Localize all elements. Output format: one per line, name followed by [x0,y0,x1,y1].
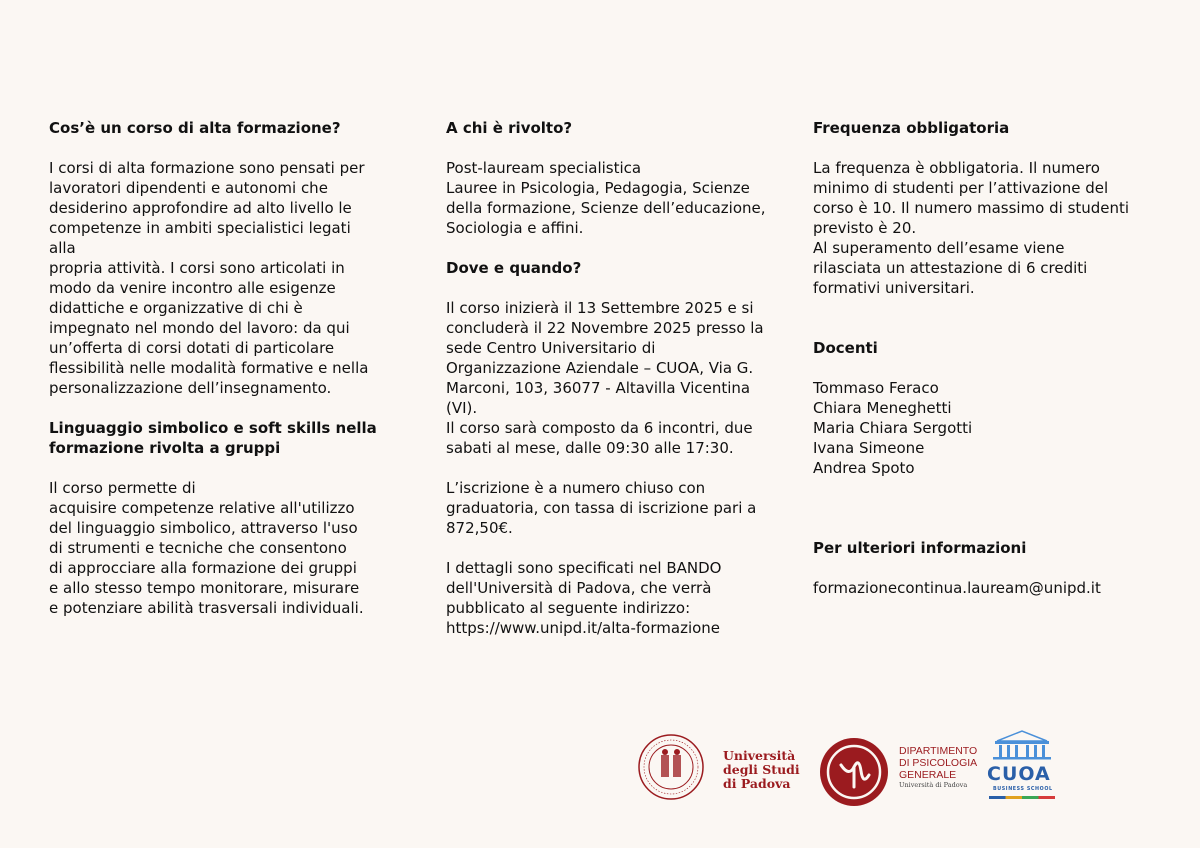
text-line: Il corso sarà composto da 6 incontri, due [446,419,753,437]
text-line: impegnato nel mondo del lavoro: da qui [49,319,350,337]
text-line: (VI). [446,399,478,417]
text-line: rilasciata un attestazione di 6 crediti [813,259,1088,277]
dip-wordmark: DIPARTIMENTO DI PSICOLOGIA GENERALE Università di Padova [899,745,978,789]
text-line: Lauree in Psicologia, Pedagogia, Scienze [446,179,750,197]
text-line: didattiche e organizzative di chi è [49,299,303,317]
text-line: e allo stesso tempo monitorare, misurare [49,579,360,597]
text-line: corso è 10. Il numero massimo di studenti [813,199,1130,217]
docente: Andrea Spoto [813,459,915,477]
text-line: acquisire competenze relative all'utilizzo [49,499,355,517]
text-line: Organizzazione Aziendale – CUOA, Via G. [446,359,754,377]
heading-dove-quando: Dove e quando? [446,259,582,277]
column-left [49,118,404,618]
text-line: previsto è 20. [813,219,917,237]
text-line: di approcciare alla formazione dei gruppi [49,559,357,577]
cuoa-color-bar [989,796,1055,799]
dip-psicologia-logo-icon [819,737,889,807]
cuoa-subtitle: BUSINESS SCHOOL [993,787,1053,792]
column-right [813,118,1158,598]
text-line: Il corso permette di [49,479,196,497]
heading-linguaggio: Linguaggio simbolico e soft skills nella [49,419,377,437]
text-line: 872,50€. [446,519,513,537]
text-line: desiderino approfondire ad alto livello le [49,199,352,217]
heading-a-chi: A chi è rivolto? [446,119,573,137]
text-line: competenze in ambiti specialistici legati [49,219,351,237]
text-line: sede Centro Universitario di [446,339,656,357]
heading-linguaggio-2: formazione rivolta a gruppi [49,439,281,457]
column-middle [446,118,791,638]
email-text: formazionecontinua.lauream@unipd.it [813,579,1101,597]
text-line: dell'Università di Padova, che verrà [446,579,712,597]
text-line: lavoratori dipendenti e autonomi che [49,179,328,197]
docente: Ivana Simeone [813,439,925,457]
text-line: minimo di studenti per l’attivazione del [813,179,1109,197]
text-line: modo da venire incontro alle esigenze [49,279,336,297]
unipd-seal-icon [637,733,705,801]
heading-alta-formazione: Cos’è un corso di alta formazione? [49,119,341,137]
text-line: alla [49,239,76,257]
docente: Maria Chiara Sergotti [813,419,973,437]
text-line: un’offerta di corsi dotati di particolare [49,339,335,357]
text-line: personalizzazione dell’insegnamento. [49,379,332,397]
text-line: Sociologia e affini. [446,219,584,237]
text-line: propria attività. I corsi sono articolati in [49,259,345,277]
docente: Chiara Meneghetti [813,399,952,417]
text-line: Marconi, 103, 36077 - Altavilla Vicentina [446,379,751,397]
text-line: formativi universitari. [813,279,975,297]
text-line: e potenziare abilità trasversali individuali. [49,599,364,617]
text-line: Al superamento dell’esame viene [813,239,1065,257]
text-line: Il corso inizierà il 13 Settembre 2025 e si [446,299,754,317]
text-line: di strumenti e tecniche che consentono [49,539,347,557]
text-line: pubblicato al seguente indirizzo: [446,599,691,617]
text-line: sabati al mese, dalle 09:30 alle 17:30. [446,439,734,457]
text-line: La frequenza è obbligatoria. Il numero [813,159,1100,177]
text-line: concluderà il 22 Novembre 2025 presso la [446,319,764,337]
text-line: Post-lauream specialistica [446,159,642,177]
text-line: della formazione, Scienze dell’educazione, [446,199,766,217]
heading-docenti: Docenti [813,339,878,357]
cuoa-building-icon [989,727,1055,761]
heading-info: Per ulteriori informazioni [813,539,1027,557]
text-line: del linguaggio simbolico, attraverso l'uso [49,519,358,537]
text-line: I corsi di alta formazione sono pensati per [49,159,365,177]
logos-bar [637,727,1067,807]
text-line: L’iscrizione è a numero chiuso con [446,479,706,497]
text-line: graduatoria, con tassa di iscrizione pari a [446,499,757,517]
url-text: https://www.unipd.it/alta-formazione [446,619,721,637]
cuoa-wordmark: CUOA [987,763,1051,785]
heading-frequenza: Frequenza obbligatoria [813,119,1010,137]
text-line: I dettagli sono specificati nel BANDO [446,559,722,577]
docente: Tommaso Feraco [813,379,939,397]
text-line: flessibilità nelle modalità formative e nella [49,359,369,377]
unipd-wordmark: Università degli Studi di Padova [723,748,800,791]
